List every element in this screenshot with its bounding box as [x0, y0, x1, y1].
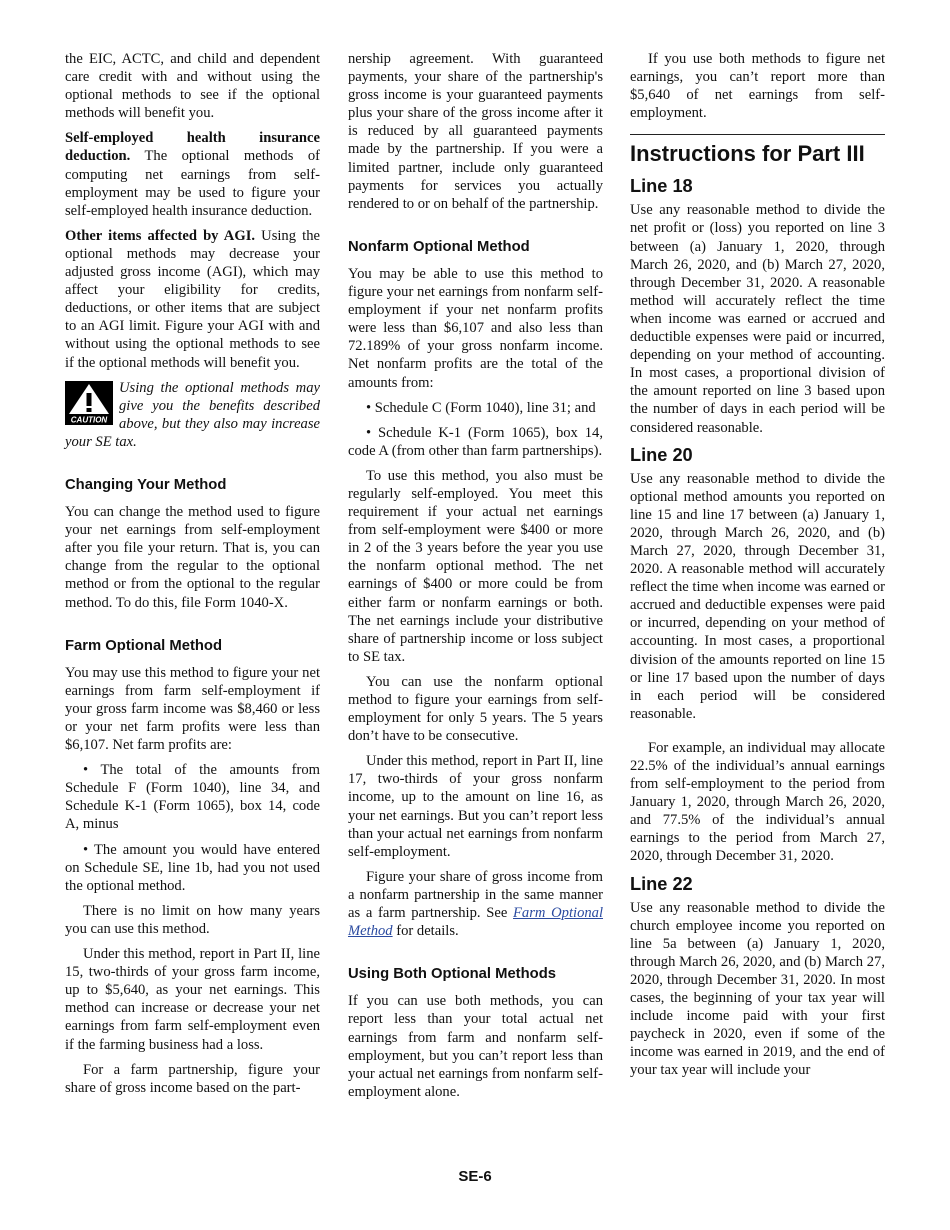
line-heading: Line 18	[630, 176, 693, 197]
paragraph: Use any reasonable method to divide the net profit or (loss) you reported on line 3 between (a) January 1, 2020, through March 26, 2020, and (b) March 27, 2020, through December 31, 2020. A reasonable method will accurately reflect the time when income was earned or accrued and deductible expenses were paid or incurred, depending on your method of accounting. In most cases, a proportional division of the amount reported on line 3 based upon the number of days in each period will be considered reasonable.	[630, 202, 885, 436]
run-in-heading: Other items affected by AGI.	[65, 227, 256, 244]
paragraph: nership agreement. With guaranteed payments, your share of the partnership's gross income is your guaranteed payments plus your share of the gross income after it is reduced by all guaranteed payments made by the partnership. If you were a limited partner, include only guaranteed payments for services you actually rendered to or on behalf of the partnership.	[348, 51, 603, 212]
bullet-item: • The total of the amounts from Schedule F (Form 1040), line 34, and Schedule K-1 (Form 1065), box 14, code A, minus	[65, 762, 320, 833]
caution-note	[65, 379, 320, 451]
paragraph-text: Figure your share of gross income from a nonfarm partnership in the same manner as a farm partnership. See	[348, 868, 603, 922]
line-heading: Line 20	[630, 444, 693, 465]
paragraph	[348, 868, 603, 940]
paragraph: To use this method, you also must be regularly self-employed. You meet this requirement if your actual net earnings from self-employment were $400 or more in 2 of the 3 years before the year you use the nonfarm optional method. The net earnings of $400 or more could be from either farm or nonfarm earnings or both. The net earnings include your distributive share of partnership income or loss subject to SE tax.	[348, 467, 603, 665]
paragraph: You can use the nonfarm optional method to figure your earnings from self-employment for only 5 years. The 5 years don’t have to be consecutive.	[348, 673, 603, 745]
paragraph: Under this method, report in Part II, line 17, two-thirds of your gross nonfarm income, up to the amount on line 16, as your net earnings. But you can’t report less than your actual net earnings from nonfarm self-employment.	[348, 753, 603, 860]
paragraph: If you use both methods to figure net earnings, you can’t report more than $5,640 of net earnings from self-employment.	[630, 51, 885, 122]
paragraph: You can change the method used to figure your net earnings from self-employment after you file your return. That is, you can change from the regular to the optional method or from the optional to the regular method. To do this, file Form 1040-X.	[65, 504, 320, 611]
section-heading: Nonfarm Optional Method	[348, 238, 530, 255]
paragraph: For a farm partnership, figure your share of gross income based on the part-	[65, 1061, 320, 1096]
section-heading: Changing Your Method	[65, 476, 227, 493]
paragraph	[65, 227, 320, 372]
paragraph	[65, 129, 320, 219]
section-heading: Using Both Optional Methods	[348, 966, 556, 983]
page-number: SE-6	[458, 1168, 492, 1185]
paragraph: Use any reasonable method to divide the church employee income you reported on line 5a between (a) January 1, 2020, through March 26, 2020, and (b) March 27, 2020, through December 31, 2020. In most cases, the beginning of your tax year will include income paid with your first paycheck in 2020, even if some of the income was earned in 2019, and the end of your tax year will include your	[630, 899, 885, 1079]
caution-icon	[65, 381, 113, 425]
caution-text: Using the optional methods may give you the benefits described above, but they also may increase your SE tax.	[65, 379, 320, 450]
column-middle	[348, 50, 603, 1108]
run-in-heading: Self-employed health insurance deduction.	[65, 130, 320, 165]
paragraph: For example, an individual may allocate 22.5% of the individual’s annual earnings from self-employment to the period from January 1, 2020, through March 26, 2020, and 77.5% of the individual’s annual earnings to the period from March 27, 2020, through December 31, 2020.	[630, 739, 885, 865]
paragraph-text: for details.	[392, 923, 459, 940]
part-heading: Instructions for Part III	[630, 141, 865, 167]
paragraph: You may use this method to figure your net earnings from farm self-employment if your gross farm income was $8,460 or less or your net farm profits were less than $6,107. Net farm profits are:	[65, 664, 320, 754]
caution-label: CAUTION	[70, 415, 108, 425]
section-heading: Farm Optional Method	[65, 637, 223, 654]
paragraph: If you can use both methods, you can report less than your total actual net earnings from farm and nonfarm self-employment, but you can’t report less than your actual net earnings from nonfarm self-employment alone.	[348, 993, 603, 1100]
line-heading: Line 22	[630, 873, 693, 894]
bullet-item: • Schedule C (Form 1040), line 31; and	[366, 399, 596, 416]
column-left	[65, 50, 320, 1104]
column-right	[630, 50, 885, 1087]
paragraph-text: Using the optional methods may decrease your adjusted gross income (AGI), which may affect your eligibility for credits, deductions, or other items that are subject to an AGI limit. Figure your AGI with and without using the optional methods to see if the optional methods will benefit you.	[65, 227, 320, 371]
paragraph: Use any reasonable method to divide the optional method amounts you reported on line 15 and line 17 between (a) January 1, 2020, through March 26, 2020, and (b) March 27, 2020, through December 31, 2020. A reasonable method will accurately reflect the time when income was earned or accrued and deductible expenses were paid or incurred, depending on your method of accounting. In most cases, a proportional division of the amounts reported on line 15 or line 17 based upon the number of days in each period will be considered reasonable.	[630, 470, 885, 722]
paragraph: There is no limit on how many years you can use this method.	[65, 902, 320, 937]
paragraph: You may be able to use this method to figure your net earnings from nonfarm self-employment if your net nonfarm profits were less than $6,107 and also less than 72.189% of your gross nonfarm income. Net nonfarm profits are the total of the amounts from:	[348, 265, 603, 391]
bullet-item: • The amount you would have entered on Schedule SE, line 1b, had you not used the optional method.	[65, 841, 320, 894]
farm-optional-method-link[interactable]: Farm Optional Method	[348, 905, 604, 940]
section-divider	[630, 134, 885, 135]
bullet-item: • Schedule K-1 (Form 1065), box 14, code A (from other than farm partnerships).	[348, 424, 603, 459]
paragraph: Under this method, report in Part II, line 15, two-thirds of your gross farm income, up to $5,640, as your net earnings. This method can increase or decrease your net earnings from farm self-employment even if the farming business had a loss.	[65, 946, 320, 1053]
paragraph: the EIC, ACTC, and child and dependent care credit with and without using the optional methods to see if the optional methods will benefit you.	[65, 51, 320, 122]
paragraph-text: The optional methods of computing net earnings from self-employment may be used to figure your self-employed health insurance deduction.	[65, 148, 320, 219]
